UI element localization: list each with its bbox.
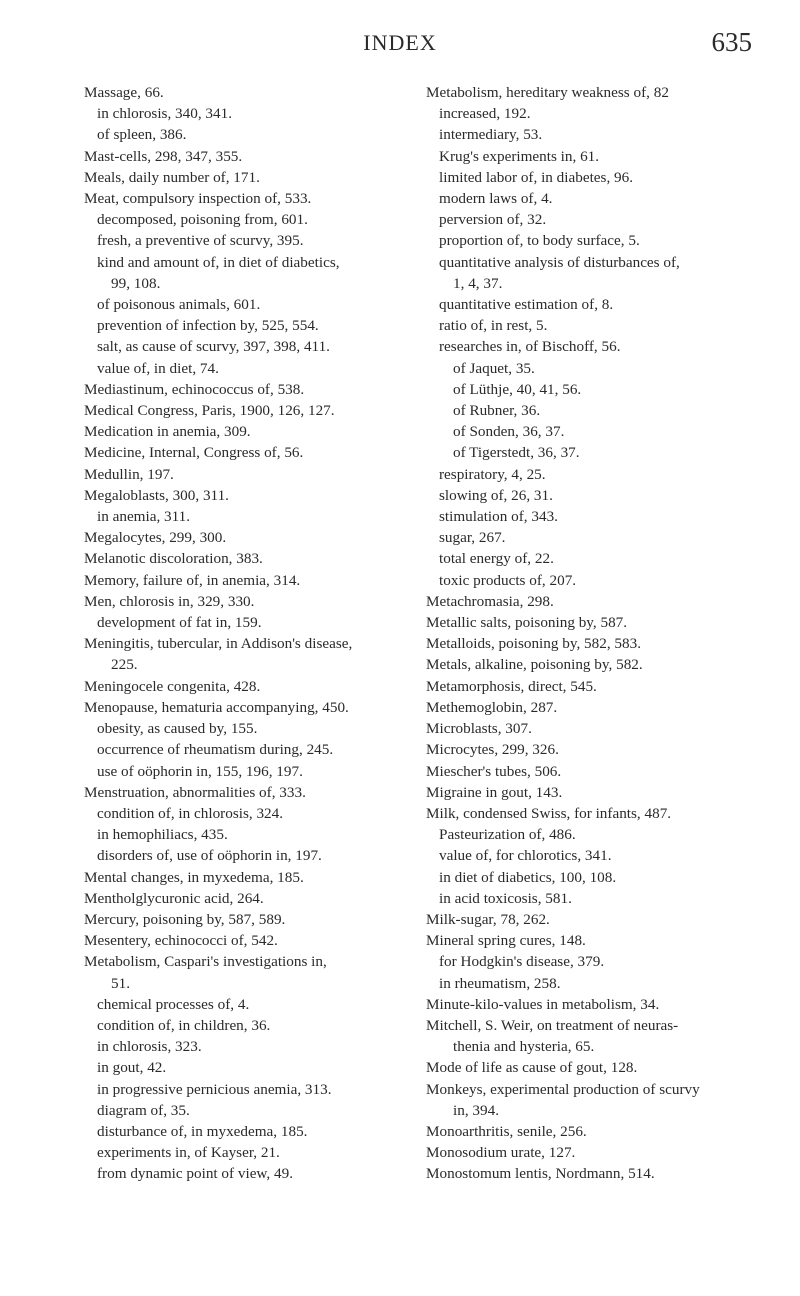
index-subentry: slowing of, 26, 31.	[439, 486, 553, 504]
index-subentry: fresh, a preventive of scurvy, 395.	[97, 232, 304, 250]
index-subentry: in chlorosis, 340, 341.	[97, 105, 232, 123]
index-subentry: Pasteurization of, 486.	[439, 826, 576, 844]
index-entry: Miescher's tubes, 506.	[426, 762, 562, 780]
index-subentry: experiments in, of Kayser, 21.	[97, 1144, 280, 1162]
index-subentry: in hemophiliacs, 435.	[97, 826, 228, 844]
index-subentry: researches in, of Bischoff, 56.	[439, 338, 621, 356]
index-entry: Massage, 66.	[84, 84, 164, 101]
index-subentry: disorders of, use of oöphorin in, 197.	[97, 847, 322, 865]
index-subentry: value of, in diet, 74.	[97, 359, 219, 377]
index-entry: Monoarthritis, senile, 256.	[426, 1122, 587, 1140]
index-subentry: ratio of, in rest, 5.	[439, 317, 548, 335]
index-subentry: quantitative estimation of, 8.	[439, 296, 614, 314]
index-entry: Milk, condensed Swiss, for infants, 487.	[426, 804, 672, 822]
index-entry: Metabolism, Caspari's investigations in,	[84, 953, 327, 971]
index-subentry: quantitative analysis of disturbances of,	[439, 253, 680, 271]
index-entry: Men, chlorosis in, 329, 330.	[84, 592, 255, 610]
index-entry: Medullin, 197.	[84, 465, 174, 483]
index-entry: Meningocele congenita, 428.	[84, 677, 261, 695]
index-entry: Mesentery, echinococci of, 542.	[84, 932, 278, 950]
index-entry: Monosodium urate, 127.	[426, 1144, 576, 1162]
index-subentry: in progressive pernicious anemia, 313.	[97, 1080, 332, 1098]
index-entry: Metamorphosis, direct, 545.	[426, 677, 597, 695]
index-subentry: perversion of, 32.	[439, 211, 547, 229]
index-subentry: in gout, 42.	[97, 1059, 167, 1077]
index-entry: Monostomum lentis, Nordmann, 514.	[426, 1165, 655, 1183]
index-subentry: kind and amount of, in diet of diabetics,	[97, 253, 340, 271]
index-entry: Metabolism, hereditary weakness of, 82	[426, 84, 669, 101]
index-entry: Mental changes, in myxedema, 185.	[84, 868, 304, 886]
index-subentry: of Jaquet, 35.	[453, 359, 535, 377]
index-entry: Menstruation, abnormalities of, 333.	[84, 783, 306, 801]
index-subentry: 51.	[111, 974, 130, 992]
index-entry: Mediastinum, echinococcus of, 538.	[84, 380, 305, 398]
index-subentry: in anemia, 311.	[97, 508, 191, 526]
index-subentry: in chlorosis, 323.	[97, 1038, 202, 1056]
index-entry: Meals, daily number of, 171.	[84, 168, 260, 186]
index-subentry: of spleen, 386.	[97, 126, 187, 144]
index-subentry: occurrence of rheumatism during, 245.	[97, 741, 334, 759]
index-entry: Metallic salts, poisoning by, 587.	[426, 614, 628, 632]
index-entry: Milk-sugar, 78, 262.	[426, 910, 550, 928]
index-entry: Melanotic discoloration, 383.	[84, 550, 263, 568]
index-subentry: of Tigerstedt, 36, 37.	[453, 444, 580, 462]
index-entry: Mast-cells, 298, 347, 355.	[84, 147, 243, 165]
index-subentry: of poisonous animals, 601.	[97, 296, 261, 314]
index-entry: Mineral spring cures, 148.	[426, 932, 586, 950]
index-subentry: of Rubner, 36.	[453, 402, 541, 420]
index-subentry: proportion of, to body surface, 5.	[439, 232, 640, 250]
index-subentry: in acid toxicosis, 581.	[439, 889, 572, 907]
index-entry: Menopause, hematuria accompanying, 450.	[84, 698, 349, 716]
index-entry: Meningitis, tubercular, in Addison's disease,	[84, 635, 353, 653]
index-subentry: stimulation of, 343.	[439, 508, 558, 526]
index-subentry: use of oöphorin in, 155, 196, 197.	[97, 762, 303, 780]
index-subentry: for Hodgkin's disease, 379.	[439, 953, 605, 971]
index-entry: Medicine, Internal, Congress of, 56.	[84, 444, 304, 462]
index-entry: Megaloblasts, 300, 311.	[84, 486, 229, 504]
index-subentry: 1, 4, 37.	[453, 274, 503, 292]
index-entry: Medical Congress, Paris, 1900, 126, 127.	[84, 402, 335, 420]
index-entry: Mentholglycuronic acid, 264.	[84, 889, 264, 907]
index-entry: Monkeys, experimental production of scurvy	[426, 1080, 700, 1098]
index-subentry: condition of, in children, 36.	[97, 1016, 271, 1034]
index-subentry: 225.	[111, 656, 138, 674]
running-header: INDEX	[363, 30, 437, 55]
index-entry: Mode of life as cause of gout, 128.	[426, 1059, 638, 1077]
index-subentry: from dynamic point of view, 49.	[97, 1165, 293, 1183]
index-entry: Metals, alkaline, poisoning by, 582.	[426, 656, 643, 674]
index-subentry: Krug's experiments in, 61.	[439, 147, 600, 165]
index-subentry: of Lüthje, 40, 41, 56.	[453, 380, 582, 398]
index-entry: Mitchell, S. Weir, on treatment of neuras-	[426, 1016, 679, 1034]
index-subentry: limited labor of, in diabetes, 96.	[439, 168, 634, 186]
index-subentry: increased, 192.	[439, 105, 531, 123]
page-number: 635	[711, 27, 752, 57]
index-subentry: diagram of, 35.	[97, 1101, 190, 1119]
index-entry: Microblasts, 307.	[426, 720, 532, 738]
index-subentry: respiratory, 4, 25.	[439, 465, 546, 483]
index-subentry: of Sonden, 36, 37.	[453, 423, 565, 441]
index-entry: Migraine in gout, 143.	[426, 783, 563, 801]
index-entry: Metachromasia, 298.	[426, 592, 554, 610]
index-subentry: in diet of diabetics, 100, 108.	[439, 868, 617, 886]
index-entry: Microcytes, 299, 326.	[426, 741, 559, 759]
index-subentry: in, 394.	[453, 1101, 499, 1119]
index-entry: Megalocytes, 299, 300.	[84, 529, 227, 547]
left-column	[84, 82, 414, 1185]
index-entry: Metalloids, poisoning by, 582, 583.	[426, 635, 642, 653]
index-subentry: total energy of, 22.	[439, 550, 554, 568]
index-subentry: toxic products of, 207.	[439, 571, 577, 589]
index-subentry: 99, 108.	[111, 274, 161, 292]
index-subentry: modern laws of, 4.	[439, 190, 553, 208]
index-entry: Medication in anemia, 309.	[84, 423, 251, 441]
index-entry: Minute-kilo-values in metabolism, 34.	[426, 995, 660, 1013]
index-entry: Mercury, poisoning by, 587, 589.	[84, 910, 286, 928]
index-subentry: condition of, in chlorosis, 324.	[97, 804, 284, 822]
index-subentry: prevention of infection by, 525, 554.	[97, 317, 319, 335]
index-subentry: in rheumatism, 258.	[439, 974, 561, 992]
index-entry: Methemoglobin, 287.	[426, 698, 558, 716]
index-subentry: development of fat in, 159.	[97, 614, 262, 632]
index-subentry: salt, as cause of scurvy, 397, 398, 411.	[97, 338, 330, 356]
index-subentry: obesity, as caused by, 155.	[97, 720, 258, 738]
index-subentry: thenia and hysteria, 65.	[453, 1038, 595, 1056]
index-entry: Memory, failure of, in anemia, 314.	[84, 571, 301, 589]
index-subentry: sugar, 267.	[439, 529, 506, 547]
index-subentry: value of, for chlorotics, 341.	[439, 847, 612, 865]
index-subentry: intermediary, 53.	[439, 126, 543, 144]
index-subentry: disturbance of, in myxedema, 185.	[97, 1122, 308, 1140]
index-subentry: chemical processes of, 4.	[97, 995, 250, 1013]
index-subentry: decomposed, poisoning from, 601.	[97, 211, 308, 229]
right-column	[426, 82, 776, 1185]
index-entry: Meat, compulsory inspection of, 533.	[84, 190, 312, 208]
